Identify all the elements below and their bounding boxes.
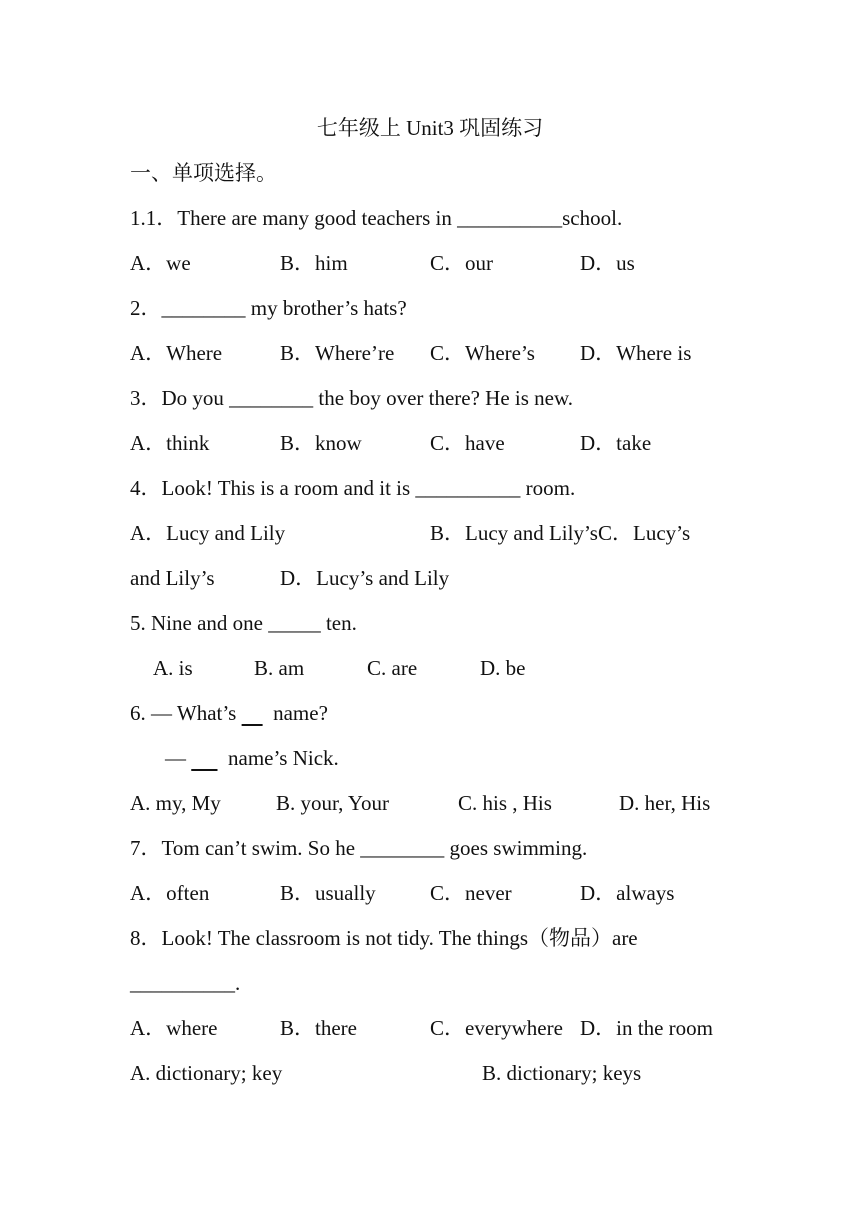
q4-option-c-continued: and Lily’s xyxy=(130,566,215,590)
q5-option-a: A. is xyxy=(153,656,193,680)
q1-option-b: B．him xyxy=(280,251,348,275)
section-heading: 一、单项选择。 xyxy=(130,161,277,185)
q4-option-a: A．Lucy and Lily xyxy=(130,521,286,545)
question-6-reply xyxy=(165,744,339,772)
extra-option-b: B. dictionary; keys xyxy=(482,1061,642,1085)
question-8-stem: 8．Look! The classroom is not tidy. The things（物品）are xyxy=(130,926,638,950)
question-3-stem: 3．Do you ________ the boy over there? He is new. xyxy=(130,386,574,410)
question-6-stem xyxy=(130,699,328,727)
q6-stem-part1: 6. — What’s xyxy=(130,701,242,725)
q6-stem-part2: name? xyxy=(262,701,328,725)
q2-option-d: D．Where is xyxy=(580,341,692,365)
q8-option-b: B．there xyxy=(280,1016,357,1040)
q7-option-c: C．never xyxy=(430,881,512,905)
q8-option-c: C．everywhere xyxy=(430,1016,563,1040)
q5-option-b: B. am xyxy=(254,656,305,680)
q5-option-d: D. be xyxy=(480,656,526,680)
q4-option-d: D．Lucy’s and Lily xyxy=(280,566,450,590)
q1-option-a: A．we xyxy=(130,251,191,275)
q7-option-d: D．always xyxy=(580,881,675,905)
q1-option-c: C．our xyxy=(430,251,493,275)
q3-option-d: D．take xyxy=(580,431,652,455)
q7-option-a: A．often xyxy=(130,881,210,905)
question-5-stem: 5. Nine and one _____ ten. xyxy=(130,611,357,635)
q3-option-c: C．have xyxy=(430,431,505,455)
q3-option-a: A．think xyxy=(130,431,210,455)
q8-option-d: D．in the room xyxy=(580,1016,713,1040)
q2-option-c: C．Where’s xyxy=(430,341,535,365)
q5-option-c: C. are xyxy=(367,656,418,680)
page-title: 七年级上 Unit3 巩固练习 xyxy=(316,116,544,140)
extra-option-a: A. dictionary; key xyxy=(130,1061,283,1085)
q6-blank-2 xyxy=(191,746,217,770)
question-2-stem: 2．________ my brother’s hats? xyxy=(130,296,407,320)
q4-option-b-c: B．Lucy and Lily’sC．Lucy’s xyxy=(430,521,691,545)
q6-reply-part1: — xyxy=(165,746,192,770)
q1-option-d: D．us xyxy=(580,251,635,275)
q2-option-a: A．Where xyxy=(130,341,223,365)
question-1-stem: 1.1．There are many good teachers in __________school. xyxy=(130,206,623,230)
q6-option-c: C. his , His xyxy=(458,791,552,815)
q8-option-a: A．where xyxy=(130,1016,218,1040)
q2-option-b: B．Where’re xyxy=(280,341,395,365)
question-4-stem: 4．Look! This is a room and it is __________ room. xyxy=(130,476,576,500)
q6-option-d: D. her, His xyxy=(619,791,711,815)
q7-option-b: B．usually xyxy=(280,881,376,905)
question-8-stem-continued: __________. xyxy=(130,971,241,995)
q6-reply-part2: name’s Nick. xyxy=(217,746,339,770)
q6-option-a: A. my, My xyxy=(130,791,221,815)
q6-blank-1 xyxy=(242,701,263,725)
q6-option-b: B. your, Your xyxy=(276,791,389,815)
question-7-stem: 7．Tom can’t swim. So he ________ goes swimming. xyxy=(130,836,588,860)
q3-option-b: B．know xyxy=(280,431,362,455)
